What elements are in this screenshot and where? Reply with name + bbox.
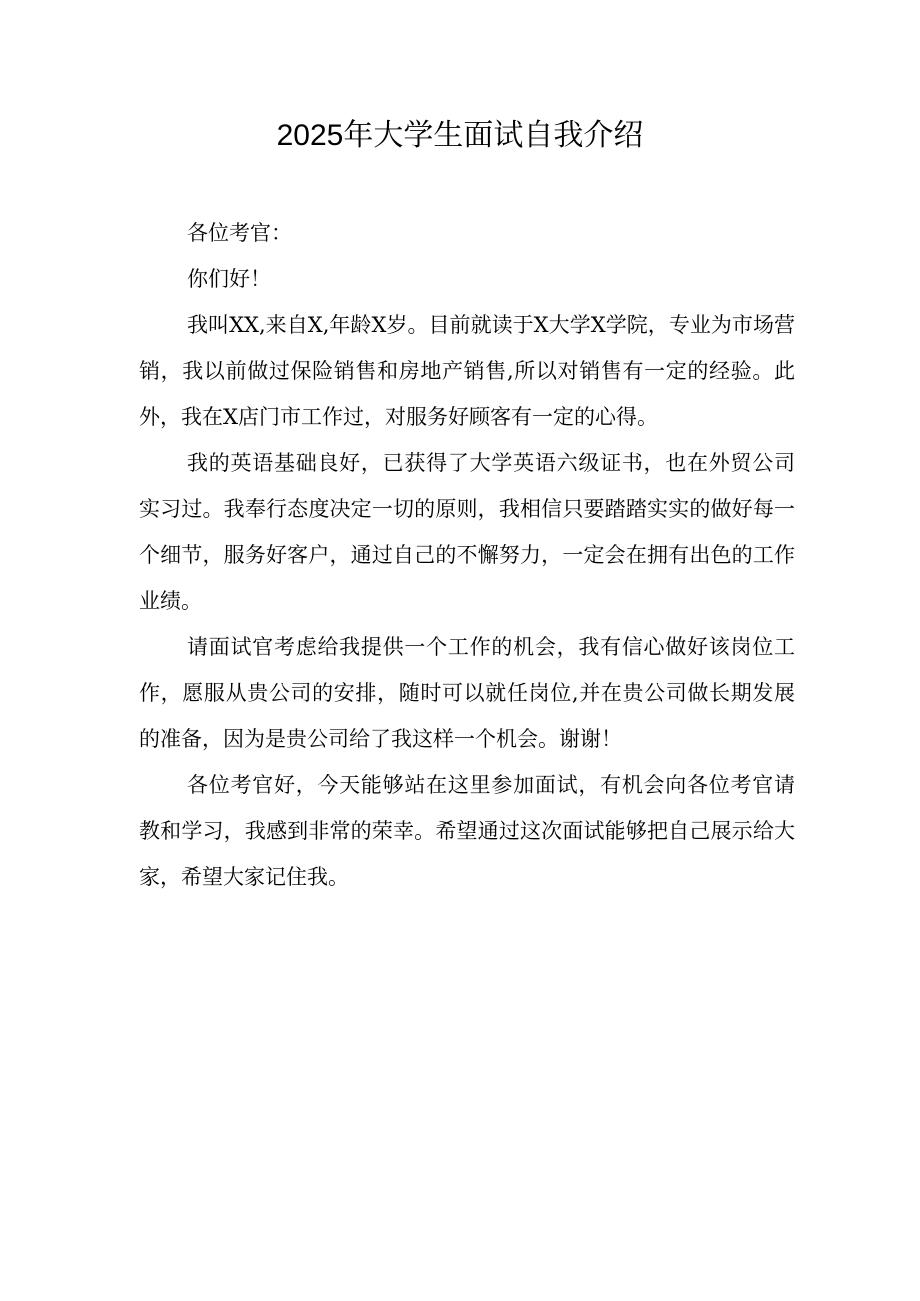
paragraph-background: 我叫XX,来自X,年龄X岁。目前就读于X大学X学院，专业为市场营销，我以前做过保险销售和房地产销售,所以对销售有一定的经验。此外，我在X店门市工作过，对服务好顾客有一定的心得。 — [139, 313, 795, 429]
document-title: 2025年大学生面试自我介绍 — [276, 119, 644, 152]
paragraph-closing: 各位考官好，今天能够站在这里参加面试，有机会向各位考官请教和学习，我感到非常的荣幸。希望通过这次面试能够把自己展示给大家，希望大家记住我。 — [139, 773, 795, 889]
paragraph-request: 请面试官考虑给我提供一个工作的机会，我有信心做好该岗位工作，愿服从贵公司的安排，随时可以就任岗位,并在贵公司做长期发展的准备，因为是贵公司给了我这样一个机会。谢谢！ — [139, 635, 795, 751]
paragraph-salutation: 各位考官： — [187, 221, 292, 245]
paragraph-greeting: 你们好！ — [187, 267, 271, 291]
paragraph-skills: 我的英语基础良好，已获得了大学英语六级证书，也在外贸公司实习过。我奉行态度决定一切的原则，我相信只要踏踏实实的做好每一个细节，服务好客户，通过自己的不懈努力，一定会在拥有出色的工作业绩。 — [139, 451, 795, 613]
document-body — [139, 210, 795, 900]
